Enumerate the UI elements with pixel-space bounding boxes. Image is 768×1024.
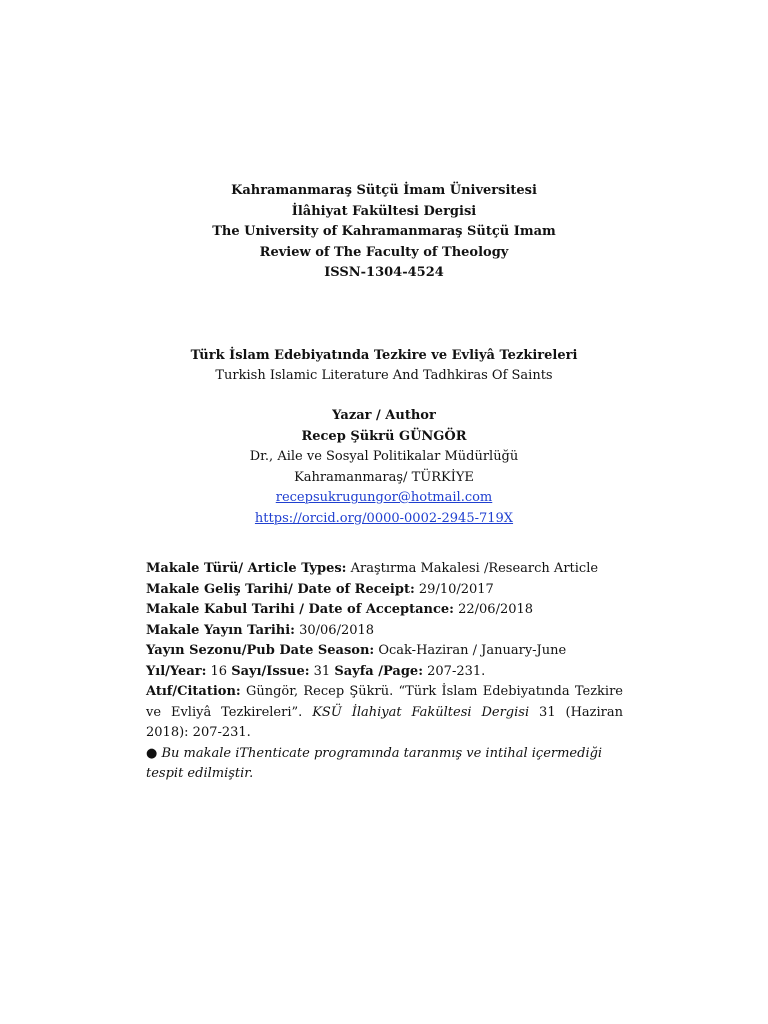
bullet-icon: ● [146,745,158,761]
author-location: Kahramanmaraş/ TÜRKİYE [294,469,474,485]
meta-date-publication [146,621,623,642]
author-orcid-link[interactable]: https://orcid.org/0000-0002-2945-719X [254,510,514,526]
meta-year-issue-page [146,662,623,683]
plagiarism-note [146,744,623,785]
meta-article-type-value: Araştırma Makalesi /Research Article [346,561,599,576]
meta-pub-season [146,641,623,662]
meta-date-acceptance-value: 22/06/2018 [453,602,534,617]
meta-date-receipt [146,580,623,601]
meta-date-publication-label: Makale Yayın Tarihi: [146,622,295,638]
issn: ISSN-1304-4524 [324,265,444,280]
article-title-tr: Türk İslam Edebiyatında Tezkire ve Evliyâ Tezkireleri [190,348,578,363]
university-name-tr: Kahramanmaraş Sütçü İmam Üniversitesi [231,183,537,198]
university-name-en: The University of Kahramanmaraş Sütçü Imam [212,224,556,239]
meta-pub-season-label: Yayın Sezonu/Pub Date Season: [146,643,375,658]
journal-name-tr: İlâhiyat Fakültesi Dergisi [291,203,477,219]
meta-year-label: Yıl/Year: [146,663,207,679]
meta-citation-text: Güngör, Recep Şükrü. “Türk İslam Edebiyatında Tezkire ve Evliyâ Tezkireleri”. [146,684,623,720]
article-title-en: Turkish Islamic Literature And Tadhkiras Of Saints [215,368,553,383]
meta-page-value: 207-231. [423,663,486,679]
author-name: Recep Şükrü GÜNGÖR [301,428,467,444]
meta-date-publication-value: 30/06/2018 [294,622,375,638]
plagiarism-note-text: Bu makale iThenticate programında taranmış ve intihal içermediği tespit edilmiştir. [146,745,603,781]
meta-issue-value: 31 [309,663,335,679]
meta-issue-label: Sayı/Issue: [231,663,310,679]
meta-date-receipt-value: 29/10/2017 [414,581,494,597]
meta-date-receipt-label: Makale Geliş Tarihi/ Date of Receipt: [146,581,415,597]
meta-article-type-label: Makale Türü/ Article Types: [146,561,347,576]
meta-page-label: Sayfa /Page: [334,663,423,679]
article-metadata [146,559,623,785]
meta-date-acceptance [146,600,623,621]
author-heading: Yazar / Author [332,408,436,423]
meta-citation-journal: KSÜ İlahiyat Fakültesi Dergisi [312,704,530,720]
meta-citation-text-end: 31 (Haziran 2018): 207-231. [146,704,624,740]
author-email-link[interactable]: recepsukrugungor@hotmail.com [275,490,493,505]
meta-pub-season-value: Ocak-Haziran / January-June [374,643,567,658]
meta-citation [146,682,623,744]
meta-date-acceptance-label: Makale Kabul Tarihi / Date of Acceptance: [146,602,454,617]
article-title-block [0,346,768,386]
meta-year-value: 16 [206,663,232,679]
meta-citation-label: Atıf/Citation: [146,684,241,699]
author-affiliation: Dr., Aile ve Sosyal Politikalar Müdürlüğü [249,449,519,464]
author-block [0,406,768,529]
meta-article-type [146,559,623,580]
journal-header [0,181,768,284]
journal-name-en: Review of The Faculty of Theology [259,244,509,260]
